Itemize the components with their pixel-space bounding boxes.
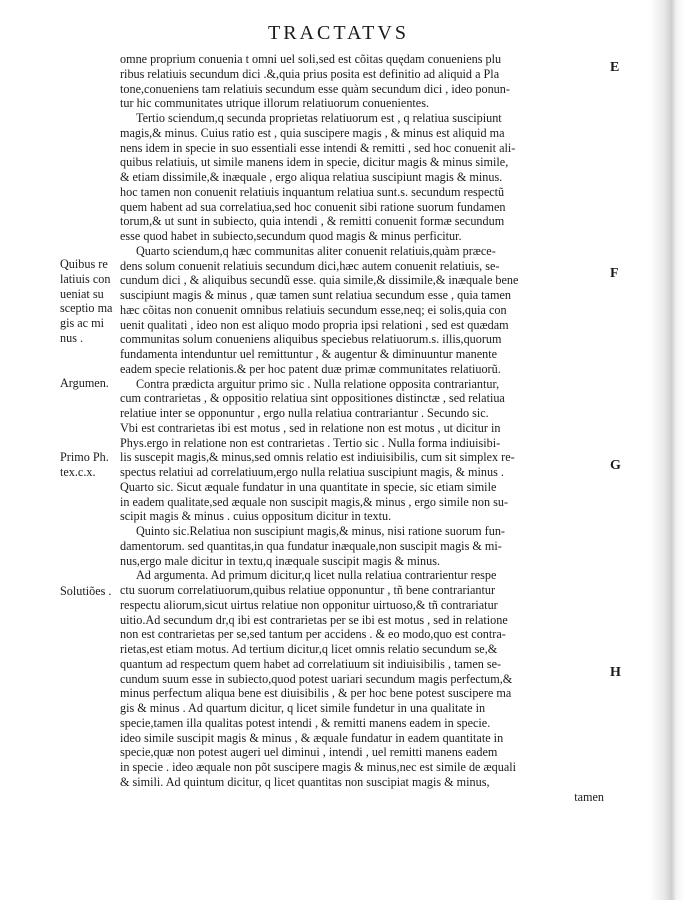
catchword: tamen [574,789,604,804]
text-line: & simili. Ad quintum dicitur, q licet quantitas non suscipiat magis & minus, [120,774,490,789]
text-line: cundum dici , & aliquibus secundũ esse. quia simile,& dissimile,& inæquale bene [120,273,519,288]
text-line: torum,& ut sunt in subiecto, quia intendi , & remitti conuenit formæ secundum [120,214,505,229]
text-line: specie,quæ non potest augeri uel diminui , intendi , uel remitti manens eadem [120,745,498,760]
text-line: tone,conueniens tam relatiuis secundum esse quàm secundum dici , ideo ponun- [120,81,510,96]
margin-note-solutiones [60,584,122,599]
margin-note-line: nus . [60,330,84,345]
text-line: Quarto sic. Sicut æquale fundatur in una quantitate in specie, sic etiam simile [120,479,497,494]
text-line: in eadem qualitate,sed æquale non suscipit magis,& minus , ergo simile non su- [120,494,509,509]
text-line: damentorum. sed quantitas,in qua fundatur inæquale,non suscipit magis & mi- [120,538,502,553]
text-line: communitas solum conueniens aliquibus speciebus relatiuorum.s. illis,quorum [120,332,502,347]
text-line: hoc tamen non conuenit relatiuis inquantum relatiua sunt.s. secundum respectũ [120,184,505,199]
section-letter-g: G [610,458,621,473]
text-line: nus,ergo male dicitur in textu,q inæquale suscipit magis & minus. [120,553,440,568]
running-title: TRACTATVS [268,22,409,44]
text-line: quem habent ad sua correlatiua,sed hoc conuenit sibi ratione suorum fundamen [120,199,506,214]
paragraph-start-line: Quinto sic.Relatiua non suscipiunt magis,& minus, nisi ratione suorum fun- [136,524,505,538]
margin-note-quibus [60,257,122,346]
text-line: omne proprium conuenia t omni uel soli,sed est cõitas quędam conueniens plu [120,52,502,66]
margin-note-line: Primo Ph. [60,450,109,464]
paragraph-start-line: Contra prædicta arguitur primo sic . Nulla relatione opposita contrariantur, [136,376,500,391]
margin-note-line: sceptio ma [60,301,113,316]
paragraph-start-line: Quarto sciendum,q hæc communitas aliter conuenit relatiuis,quàm præce- [136,243,496,258]
text-line: quibus relatiuis, ut simile manens idem in specie, dicitur magis & minus simile, [120,155,509,170]
margin-note-line: Quibus re [60,257,108,271]
text-line: rietas,est etiam motus. Ad tertium dicitur,q licet omnis relatio secundum se,& [120,642,498,656]
text-line: minus perfectum aliqua bene est diuisibilis , & per hoc bene potest suscipere ma [120,686,512,701]
section-letter-h: H [610,665,621,680]
text-line: cum contrarietas , & oppositio relatiua sint oppositiones distinctæ , sed relatiua [120,391,505,406]
text-line: uenit qualitati , ideo non est aliquo modo propria ipsi relationi , sed est quædam [120,317,509,332]
text-line: non est contrarietas per se,sed tantum per accidens . & eo modo,quo est contra- [120,627,506,642]
section-letter-f: F [610,266,619,281]
text-line: hæc cõitas non conuenit omnibus relatiuis secundum esse,neq; ei solis,quia con [120,302,507,317]
text-line: nens idem in specie in suo essentiali esse intendi & remitti , sed hoc conuenit ali- [120,140,516,155]
text-line: magis,& minus. Cuius ratio est , quia suscipere magis , & minus est aliquid ma [120,125,505,140]
page-edge [650,0,685,900]
text-line: relatiue inter se opponuntur , ergo nulla relatiua contrariantur . Secundo sic. [120,406,489,420]
margin-note-line: tex.c.x. [60,464,96,479]
text-line: scipit magis & minus . cuius oppositum dicitur in textu. [120,509,392,524]
margin-note-primo [60,450,122,480]
main-text-column [120,52,604,804]
text-line: gis & minus . Ad quartum dicitur, q licet simile fundetur in una qualitate in [120,701,486,715]
margin-note-line: ueniat su [60,286,104,301]
text-line: Vbi est contrarietas ibi est motus , sed in relatione non est motus , ut dicitur in [120,420,501,435]
text-line: Phys.ergo in relatione non est contrarietas . Tertio sic . Nulla forma indiuisibi- [120,435,501,450]
text-line: in specie . ideo æquale non põt suscipere magis & minus,nec est simile de æquali [120,760,517,774]
text-line: lis suscepit magis,& minus,sed omnis relatio est indiuisibilis, cum sit simplex re- [120,450,515,465]
text-line: respectu aliorum,sicut uirtus relatiue non opponitur uirtuoso,& tñ contrariatur [120,597,498,612]
margin-note-argumen [60,376,122,391]
text-line: dens solum conuenit relatiuis secundum dici,hæc autem conuenit relatiuis, se- [120,258,500,273]
text-line: ribus relatiuis secundum dici .&,quia prius posita est definitio ad aliquid a Pla [120,66,500,81]
text-line: tur hic communitates utrique illorum relatiuorum conuenientes. [120,96,430,111]
text-line: eadem specie relationis.& per hoc patent duæ primæ communitates relatiuorũ. [120,361,501,376]
text-line: quantum ad respectum quem habet ad correlatiuum sit indiuisibilis , tamen se- [120,656,502,671]
text-line: ctu suorum correlatiuorum,quibus relatiue opponuntur , tñ bene contrariantur [120,583,495,597]
text-line: cundum suum esse in subiecto,quod potest uariari secundum magis perfectum,& [120,671,513,686]
margin-note-line: Solutiões . [60,584,112,598]
margin-note-line: gis ac mi [60,316,105,330]
section-letter-e: E [610,60,620,75]
text-line: ideo simile suscipit magis & minus , & æquale fundatur in eadem quantitate in [120,730,504,745]
text-line: fundamenta intenduntur uel remittuntur , & augentur & diminuuntur manente [120,347,498,361]
text-line: esse quod habet in subiecto,secundum quod magis & minus perficitur. [120,229,462,243]
margin-note-line: latiuis con [60,271,111,286]
text-line: & etiam dissimile,& inæquale , ergo aliqua relatiua suscipiunt magis & minus. [120,170,503,184]
text-line: spectus relatiui ad correlatiuum,ergo nulla relatiua suscipiunt magis, & minus . [120,465,504,479]
paragraph-start-line: Ad argumenta. Ad primum dicitur,q licet nulla relatiua contrarientur respe [136,568,497,583]
margin-note-line: Argumen. [60,376,109,390]
text-line: suscipiunt magis & minus , quæ tamen sunt relatiua secundum esse , quia tamen [120,288,511,302]
text-line: specie,tamen illa qualitas potest intendi , & remitti manens eadem in specie. [120,715,491,730]
paragraph-start-line: Tertio sciendum,q secunda proprietas relatiuorum est , q relatiua suscipiunt [136,111,502,125]
text-line: uitio.Ad secundum dr,q ibi est contrarietas per se ibi est motus , sed in relatione [120,612,508,627]
